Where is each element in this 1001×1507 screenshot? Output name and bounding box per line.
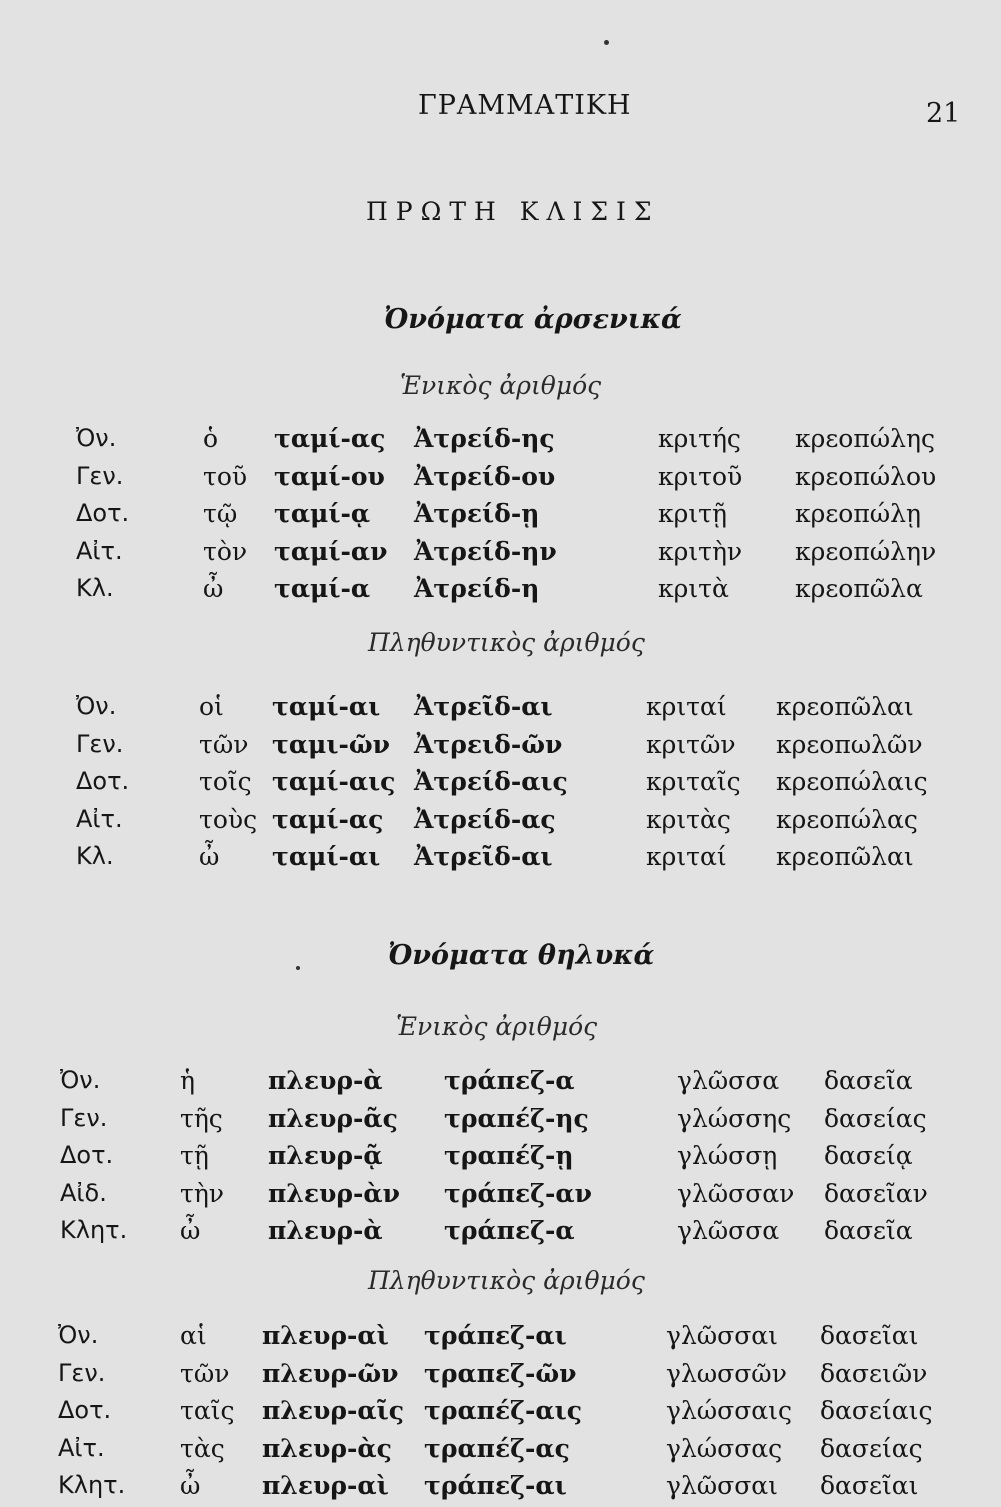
paradigm-row [0,1359,1001,1395]
paradigm-row [0,805,1001,841]
cell-word-2: τραπέζ-ης [444,1103,589,1133]
cell-word-4: κρεοπώλης [795,424,935,453]
cell-word-2: Ἀτρείδ-αις [414,767,568,796]
cell-case: Κλητ. [58,1471,126,1499]
running-title: ΓΡΑΜΜΑΤΙΚΗ [418,90,632,121]
cell-word-3: γλῶσσαι [666,1471,778,1500]
cell-case: Δοτ. [60,1141,114,1169]
cell-word-3: γλῶσσαι [666,1321,778,1350]
cell-word-2: Ἀτρείδ-ης [414,424,555,453]
cell-case: Γεν. [76,729,124,758]
cell-word-3: γλώσσης [677,1103,792,1133]
cell-word-1: πλευρ-ὰ [268,1066,383,1095]
cell-word-4: δασεῖαι [820,1321,919,1350]
cell-word-2: τράπεζ-α [444,1216,575,1245]
cell-article: τῶν [180,1358,230,1388]
block-title-fem-plural: Πληθυντικὸς ἀριθμός [368,1266,645,1295]
cell-case: Γεν. [76,461,124,490]
cell-word-3: κριτῶν [646,729,736,759]
paradigm-row [0,499,1001,535]
cell-case: Αἰτ. [76,536,123,565]
cell-word-1: ταμι-ῶν [272,729,390,759]
cell-word-2: τράπεζ-αν [444,1178,592,1208]
cell-word-4: δασεῖα [824,1216,913,1245]
cell-word-1: πλευρ-αὶ [262,1321,389,1350]
paradigm-row [0,1179,1001,1215]
cell-word-4: κρεοπῶλαι [776,692,914,721]
cell-word-1: ταμί-αις [272,767,396,796]
cell-word-2: τραπέζ-ῃ [444,1141,574,1170]
paradigm-row [0,462,1001,498]
cell-word-2: τραπέζ-αις [424,1396,582,1425]
cell-article: ἡ [180,1066,195,1095]
cell-word-1: πλευρ-ῶν [262,1358,399,1388]
cell-case: Γεν. [60,1103,108,1132]
cell-word-2: Ἀτρείδ-ου [414,461,556,491]
declension-title: ΠΡΩΤΗ ΚΛΙΣΙΣ [366,197,660,226]
cell-case: Γεν. [58,1358,106,1387]
cell-word-4: δασείαις [820,1396,933,1425]
cell-word-3: κριτὰς [646,804,731,834]
cell-word-2: τράπεζ-αι [424,1321,567,1350]
cell-word-3: γλώσσας [666,1433,783,1463]
cell-article: ὦ [180,1471,201,1500]
cell-article: τοῖς [199,767,252,796]
cell-case: Ὀν. [76,424,117,452]
cell-word-2: τραπέζ-ας [424,1433,570,1463]
cell-word-2: Ἀτρεῖδ-αι [414,842,553,871]
cell-word-1: ταμί-ου [274,461,385,491]
cell-word-3: κριτὰ [658,574,729,603]
section-title-masculine: Ὀνόματα ἀρσενικά [384,304,682,335]
cell-word-1: πλευρ-ὰν [268,1178,400,1208]
cell-word-3: κριταί [646,842,727,871]
cell-word-3: κριτοῦ [658,461,743,491]
cell-word-1: ταμί-αι [272,842,381,871]
cell-word-4: κρεοπώλῃ [795,499,921,528]
print-speck [604,40,609,45]
cell-word-3: γλώσσῃ [677,1141,778,1170]
cell-word-1: ταμί-αι [272,692,381,721]
cell-article: τοῦ [203,461,248,491]
paradigm-row [0,1104,1001,1140]
block-title-masc-plural: Πληθυντικὸς ἀριθμός [368,628,645,657]
cell-word-3: κριταί [646,692,727,721]
paradigm-row [0,1471,1001,1507]
cell-word-3: κριτῇ [658,499,727,528]
cell-word-4: κρεοπώλας [776,804,918,834]
cell-word-4: κρεοπώλαις [776,767,928,796]
cell-word-2: Ἀτρείδ-ην [414,536,557,566]
cell-word-1: ταμί-α [274,574,371,603]
cell-word-2: Ἀτρείδ-η [414,574,540,603]
cell-word-4: δασειῶν [820,1358,928,1388]
cell-article: τὰς [180,1433,225,1463]
cell-word-2: τράπεζ-α [444,1066,575,1095]
cell-article: ὦ [203,574,224,603]
cell-article: τὸν [203,536,248,566]
paradigm-row [0,574,1001,610]
cell-case: Αἰτ. [76,804,123,833]
cell-word-3: γλωσσῶν [666,1358,787,1388]
paradigm-row [0,1066,1001,1102]
paradigm-row [0,730,1001,766]
cell-word-1: πλευρ-ᾷ [268,1141,383,1170]
cell-word-1: ταμί-αν [274,536,388,566]
paradigm-row [0,1141,1001,1177]
cell-word-2: Ἀτρεῖδ-αι [414,692,553,721]
paradigm-row [0,1216,1001,1252]
cell-word-4: δασεῖαν [824,1178,928,1208]
cell-case: Κλ. [76,842,114,870]
cell-article: τὴν [180,1178,225,1208]
cell-word-3: κριτής [658,424,741,453]
cell-word-4: δασεῖα [824,1066,913,1095]
cell-case: Κλ. [76,574,114,602]
cell-word-1: πλευρ-αὶ [262,1471,389,1500]
cell-word-4: κρεοπῶλα [795,574,923,603]
paradigm-row [0,1396,1001,1432]
cell-word-1: πλευρ-αῖς [262,1396,404,1425]
cell-article: οἱ [199,692,224,721]
cell-article: αἱ [180,1321,207,1350]
cell-case: Αἰτ. [58,1433,105,1462]
cell-word-3: γλώσσαις [666,1396,792,1425]
cell-article: ὦ [199,842,220,871]
cell-word-2: Ἀτρειδ-ῶν [414,729,563,759]
paradigm-row [0,692,1001,728]
cell-word-4: κρεοπωλῶν [776,729,923,759]
cell-word-1: πλευρ-ᾶς [268,1103,398,1133]
print-speck [296,966,300,970]
cell-word-1: πλευρ-ὰ [268,1216,383,1245]
cell-article: τῷ [203,499,238,528]
block-title-fem-singular: Ἑνικὸς ἀριθμός [396,1012,598,1041]
cell-word-3: γλῶσσα [677,1216,780,1245]
paradigm-row [0,767,1001,803]
cell-word-1: ταμί-ας [274,424,386,453]
cell-word-2: τραπεζ-ῶν [424,1358,577,1388]
cell-article: τοὺς [199,804,258,834]
cell-article: ὁ [203,424,219,453]
section-title-feminine: Ὀνόματα θηλυκά [388,940,655,971]
cell-word-4: κρεοπώλου [795,461,937,491]
cell-word-3: γλῶσσαν [677,1178,795,1208]
cell-word-2: Ἀτρείδ-ῃ [414,499,540,528]
paradigm-row [0,537,1001,573]
cell-word-4: δασείᾳ [824,1141,913,1170]
paradigm-row [0,1434,1001,1470]
cell-case: Δοτ. [76,767,130,795]
cell-case: Ὀν. [60,1066,101,1094]
cell-word-4: δασείας [824,1103,927,1133]
cell-word-1: ταμί-ᾳ [274,499,371,528]
cell-case: Δοτ. [76,499,130,527]
cell-case: Ὀν. [76,692,117,720]
paradigm-row [0,842,1001,878]
cell-word-1: πλευρ-ὰς [262,1433,392,1463]
paradigm-row [0,424,1001,460]
cell-word-4: δασεῖαι [820,1471,919,1500]
cell-article: ὦ [180,1216,201,1245]
cell-case: Δοτ. [58,1396,112,1424]
cell-word-4: κρεοπῶλαι [776,842,914,871]
cell-word-4: κρεοπώλην [795,536,937,566]
cell-word-1: ταμί-ας [272,804,384,834]
page-number: 21 [926,98,961,129]
cell-article: τῇ [180,1141,209,1170]
cell-article: τῆς [180,1103,223,1133]
cell-case: Αἰδ. [60,1178,107,1207]
cell-word-2: τράπεζ-αι [424,1471,567,1500]
cell-case: Κλητ. [60,1216,128,1244]
cell-article: ταῖς [180,1396,235,1425]
cell-article: τῶν [199,729,249,759]
cell-word-4: δασείας [820,1433,923,1463]
paradigm-row [0,1321,1001,1357]
cell-word-3: κριτὴν [658,536,743,566]
cell-case: Ὀν. [58,1321,99,1349]
block-title-masc-singular: Ἑνικὸς ἀριθμός [400,371,602,400]
cell-word-2: Ἀτρείδ-ας [414,804,556,834]
cell-word-3: γλῶσσα [677,1066,780,1095]
cell-word-3: κριταῖς [646,767,741,796]
